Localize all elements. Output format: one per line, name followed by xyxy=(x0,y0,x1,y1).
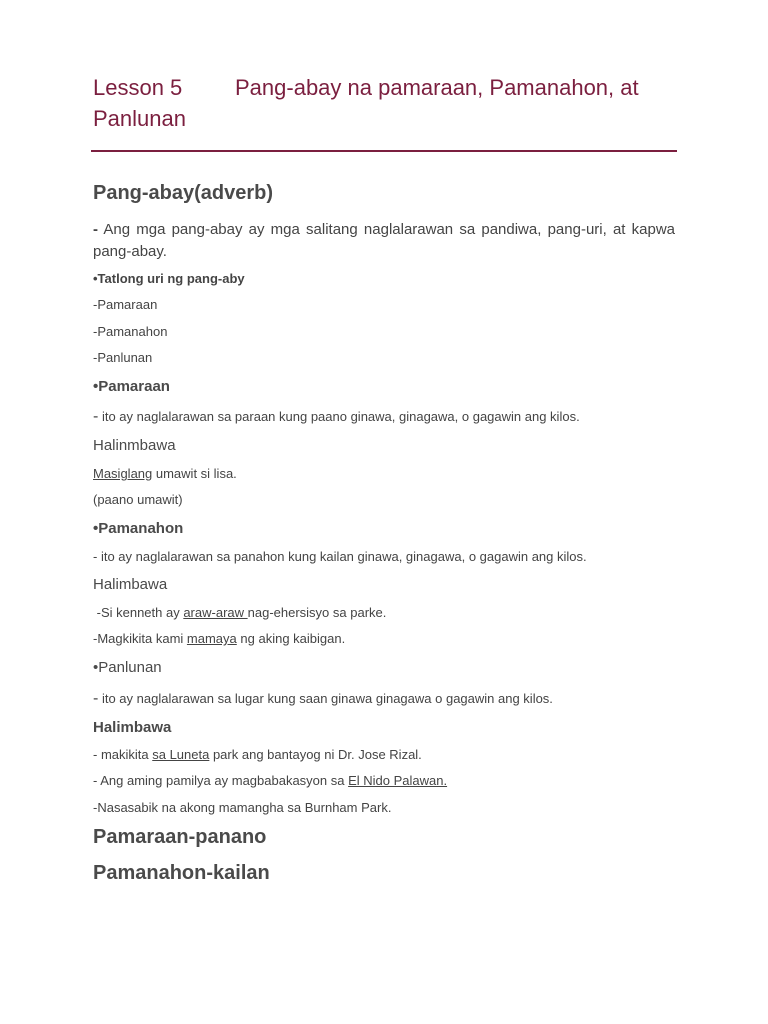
intro-paragraph xyxy=(93,219,675,263)
summary-line-2: Pamanahon-kailan xyxy=(93,862,270,884)
definition-dash: - xyxy=(93,408,99,425)
underlined-adverb: sa Luneta xyxy=(152,747,210,762)
example-text: -Si kenneth ay xyxy=(93,605,184,620)
intro-text: Ang mga pang-abay ay mga salitang naglalarawan sa pandiwa, pang-uri, at kapwa pang-abay. xyxy=(93,221,676,260)
type-item: -Pamanahon xyxy=(93,324,168,339)
types-heading: •Tatlong uri ng pang-aby xyxy=(93,271,245,286)
panlunan-heading: •Panlunan xyxy=(93,659,162,676)
underlined-adverb: mamaya xyxy=(186,631,237,646)
section-heading: Pang-abay(adverb) xyxy=(93,182,274,204)
example-text: - Ang aming pamilya ay magbabakasyon sa xyxy=(93,773,349,788)
definition-text: ito ay naglalarawan sa paraan kung paano ginawa, ginagawa, o gagawin ang kilos. xyxy=(101,409,580,424)
panlunan-definition xyxy=(93,690,553,708)
pamanahon-example-2 xyxy=(93,631,345,646)
underlined-adverb: El Nido Palawan. xyxy=(348,773,448,788)
pamaraan-example-1 xyxy=(93,466,237,481)
pamaraan-definition xyxy=(93,408,580,426)
underlined-adverb: araw-araw xyxy=(183,605,248,620)
definition-text: ito ay naglalarawan sa lugar kung saan ginawa ginagawa o gagawin ang kilos. xyxy=(101,691,553,706)
example-text: -Magkikita kami xyxy=(93,631,187,646)
summary-line-1: Pamaraan-panano xyxy=(93,826,267,848)
panlunan-example-2 xyxy=(93,773,447,788)
underlined-adverb: Masiglang xyxy=(93,466,153,481)
title-divider xyxy=(91,150,677,152)
type-item: -Panlunan xyxy=(93,350,153,365)
panlunan-example-3: -Nasasabik na akong mamangha sa Burnham Park. xyxy=(93,800,392,815)
lesson-title xyxy=(93,72,677,134)
definition-dash: - xyxy=(93,690,99,707)
panlunan-example-heading: Halimbawa xyxy=(93,719,172,736)
example-text: park ang bantayog ni Dr. Jose Rizal. xyxy=(209,747,422,762)
pamanahon-example-1 xyxy=(93,605,386,620)
pamaraan-example-heading: Halinmbawa xyxy=(93,437,176,454)
example-text: nag-ehersisyo sa parke. xyxy=(247,605,387,620)
panlunan-example-1 xyxy=(93,747,422,762)
example-text: umawit si lisa. xyxy=(152,466,237,481)
lesson-topic: Pang-abay na pamaraan, Pamanahon, at Panlunan xyxy=(93,75,639,131)
intro-dash: - xyxy=(93,221,98,238)
pamanahon-heading: •Pamanahon xyxy=(93,520,184,537)
pamanahon-example-heading: Halimbawa xyxy=(93,576,168,593)
lesson-number: Lesson 5 xyxy=(93,75,183,100)
type-item: -Pamaraan xyxy=(93,297,158,312)
pamaraan-example-2: (paano umawit) xyxy=(93,492,183,507)
example-text: ng aking kaibigan. xyxy=(236,631,346,646)
example-text: - makikita xyxy=(93,747,153,762)
pamanahon-definition: - ito ay naglalarawan sa panahon kung kailan ginawa, ginagawa, o gagawin ang kilos. xyxy=(93,549,587,564)
pamaraan-heading: •Pamaraan xyxy=(93,378,170,395)
